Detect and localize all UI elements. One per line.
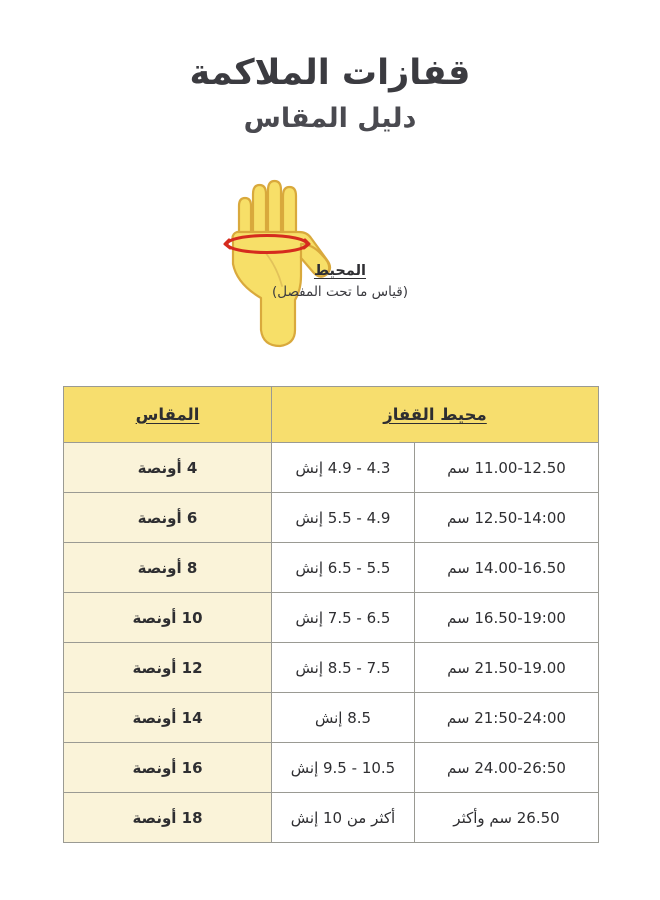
- cell-size: 16 أونصة: [64, 743, 272, 793]
- table-row: [64, 643, 599, 693]
- table-row: [64, 543, 599, 593]
- header-size-label: المقاس: [135, 405, 200, 424]
- size-chart-table: [63, 386, 599, 843]
- table-row: [64, 493, 599, 543]
- measure-caption-note: (قياس ما تحت المفصل): [271, 283, 409, 300]
- table-body: [64, 443, 599, 843]
- cell-cm: 21.50-19.00 سم: [415, 643, 599, 693]
- cell-cm: 24.00-26:50 سم: [415, 743, 599, 793]
- cell-cm: 14.00-16.50 سم: [415, 543, 599, 593]
- cell-size: 8 أونصة: [64, 543, 272, 593]
- cell-cm: 11.00-12.50 سم: [415, 443, 599, 493]
- header-size: [64, 387, 272, 443]
- cell-size: 18 أونصة: [64, 793, 272, 843]
- table-row: [64, 593, 599, 643]
- cell-inch: 5.5 - 6.5 إنش: [272, 543, 415, 593]
- page-title: قفازات الملاكمة: [189, 53, 471, 93]
- illustration-block: [0, 172, 660, 352]
- cell-inch: 7.5 - 8.5 إنش: [272, 643, 415, 693]
- measure-caption-title: المحيط: [313, 263, 367, 279]
- table-row: [64, 443, 599, 493]
- cell-cm: 26.50 سم وأكثر: [415, 793, 599, 843]
- page-subtitle: دليل المقاس: [243, 102, 417, 134]
- cell-inch: 4.9 - 5.5 إنش: [272, 493, 415, 543]
- table-row: [64, 743, 599, 793]
- table-row: [64, 793, 599, 843]
- cell-cm: 21:50-24:00 سم: [415, 693, 599, 743]
- cell-size: 12 أونصة: [64, 643, 272, 693]
- cell-inch: أكثر من 10 إنش: [272, 793, 415, 843]
- cell-size: 10 أونصة: [64, 593, 272, 643]
- table-row: [64, 693, 599, 743]
- cell-cm: 12.50-14:00 سم: [415, 493, 599, 543]
- heading-block: [0, 52, 660, 136]
- measure-caption: [245, 262, 435, 301]
- cell-inch: 4.3 - 4.9 إنش: [272, 443, 415, 493]
- cell-inch: 8.5 إنش: [272, 693, 415, 743]
- cell-size: 4 أونصة: [64, 443, 272, 493]
- table-header: [64, 387, 599, 443]
- header-circumference-label: محيط القفاز: [383, 405, 487, 424]
- cell-size: 6 أونصة: [64, 493, 272, 543]
- cell-inch: 6.5 - 7.5 إنش: [272, 593, 415, 643]
- header-circumference: [272, 387, 599, 443]
- table-header-row: [64, 387, 599, 443]
- cell-inch: 10.5 - 9.5 إنش: [272, 743, 415, 793]
- cell-cm: 16.50-19:00 سم: [415, 593, 599, 643]
- cell-size: 14 أونصة: [64, 693, 272, 743]
